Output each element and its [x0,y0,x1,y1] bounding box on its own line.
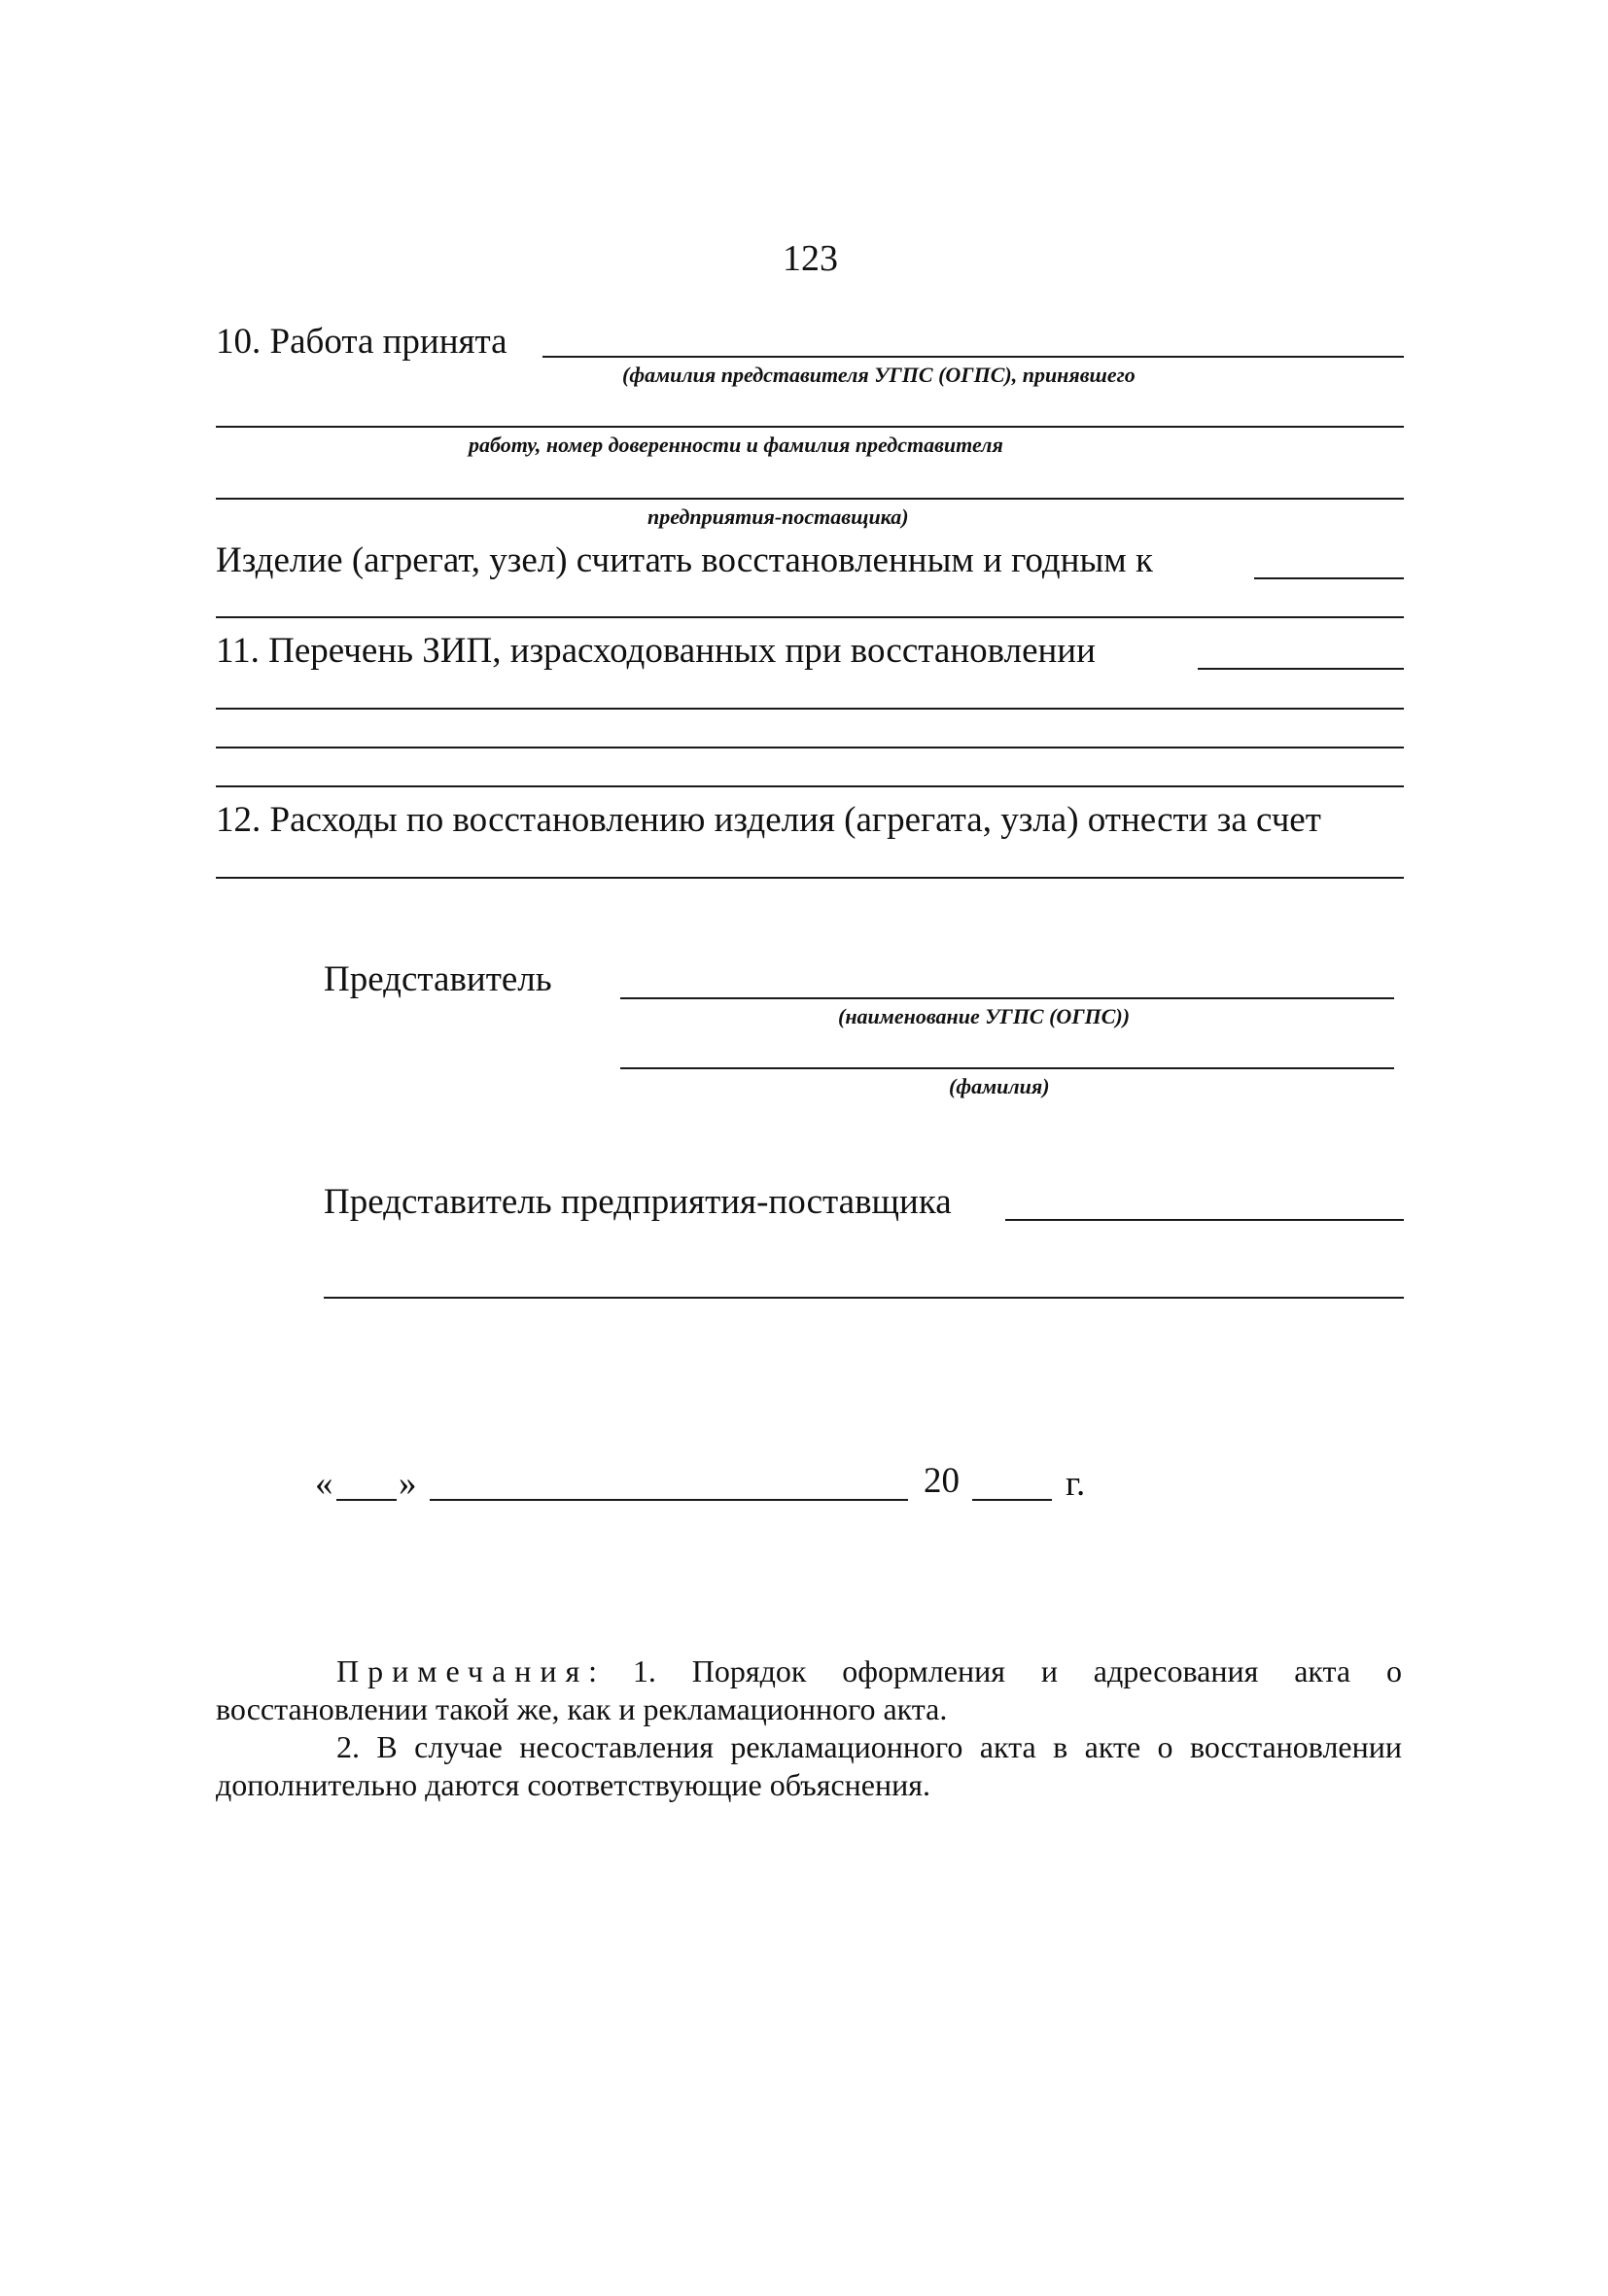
item12-charge-to-field[interactable] [216,877,1404,879]
item12-label: 12. Расходы по восстановлению изделия (агрегата, узла) отнести за счет [216,800,1321,840]
representative-org-field[interactable] [620,997,1394,999]
item11-line-3[interactable] [216,747,1404,748]
item11-spare-parts-field[interactable] [1198,668,1404,670]
item11-label: 11. Перечень ЗИП, израсходованных при восстановлении [216,631,1096,671]
date-year-suffix: г. [1066,1464,1086,1504]
page-number: 123 [783,238,838,279]
date-century: 20 [924,1461,960,1501]
item10-accepted-by-field[interactable] [542,356,1404,358]
note-1 [216,1652,1402,1728]
date-month-field[interactable] [430,1499,908,1501]
item11-line-4[interactable] [216,785,1404,787]
representative-name-caption: (фамилия) [949,1074,1050,1098]
notes-block [216,1652,1402,1804]
notes-heading: Примечания [336,1653,589,1688]
item10-line-2[interactable] [216,426,1404,428]
item10-restored-text: Изделие (агрегат, узел) считать восстановленным и годным к [216,540,1153,580]
item10-line-3[interactable] [216,498,1404,500]
note-1-text: : 1. Порядок оформления и адресования акта о восстановлении такой же, как и рекламационного акта. [216,1653,1402,1726]
date-year-field[interactable] [972,1499,1052,1501]
item10-fit-for-field[interactable] [1254,577,1404,579]
supplier-rep-field[interactable] [1005,1219,1404,1221]
item10-caption-2: работу, номер доверенности и фамилия представителя [469,433,1003,457]
supplier-rep-label: Представитель предприятия-поставщика [324,1182,952,1222]
item10-caption-3: предприятия-поставщика) [647,504,909,529]
item11-line-2[interactable] [216,708,1404,710]
representative-name-field[interactable] [620,1067,1394,1069]
item10-caption-1: (фамилия представителя УГПС (ОГПС), принявшего [622,363,1136,387]
item10-label: 10. Работа принята [216,322,507,362]
date-close-quote: » [399,1464,417,1504]
note-2 [216,1728,1402,1804]
item10-fit-for-line-2[interactable] [216,616,1404,618]
date-day-field[interactable] [336,1499,397,1501]
note-2-text: 2. В случае несоставления рекламационного акта в акте о восстановлении дополнительно даются соответствующие объяснения. [216,1729,1402,1802]
supplier-rep-line-2[interactable] [324,1297,1404,1299]
representative-org-caption: (наименование УГПС (ОГПС)) [838,1004,1131,1028]
representative-label: Представитель [324,959,552,999]
date-open-quote: « [315,1464,333,1504]
